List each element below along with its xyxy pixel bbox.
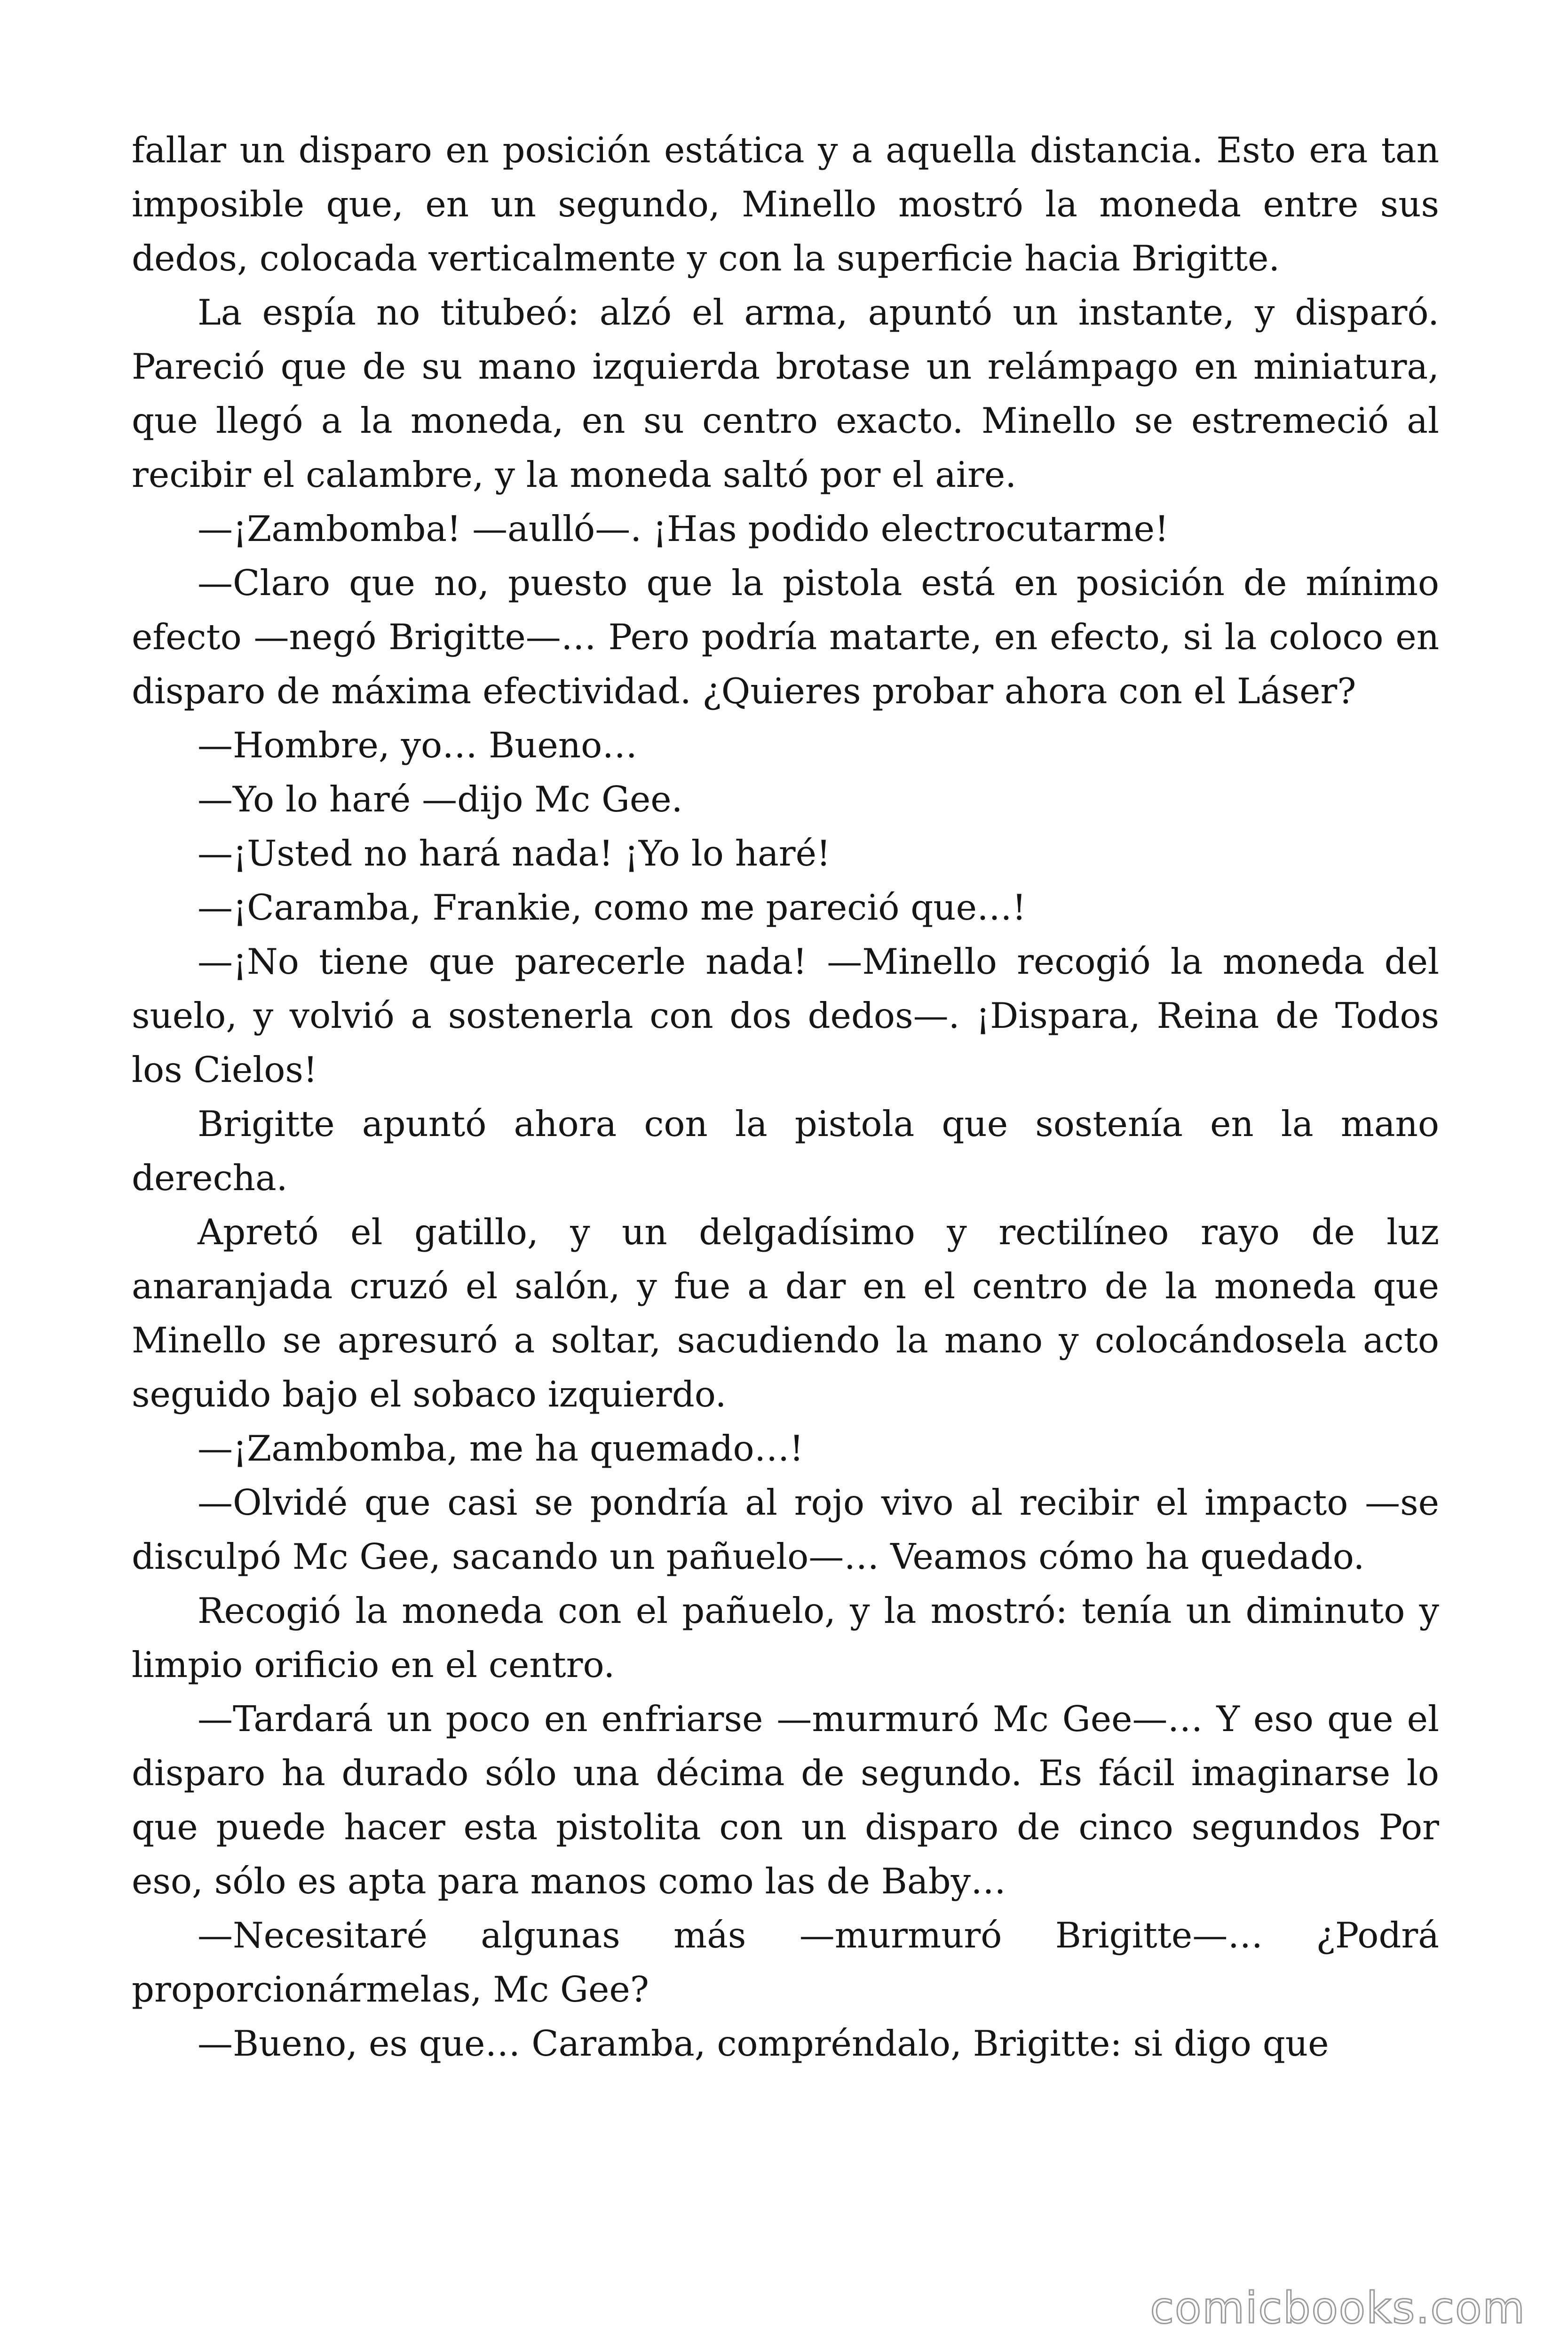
- paragraph: —Hombre, yo… Bueno…: [198, 724, 638, 766]
- paragraph: —¡Zambomba! —aulló—. ¡Has podido electrocutarme!: [198, 508, 1169, 549]
- paragraph: —¡Zambomba, me ha quemado…!: [198, 1428, 804, 1469]
- paragraph: —Necesitaré algunas más —murmuró Brigitte—… ¿Podrá proporcionármelas, Mc Gee?: [132, 1915, 1439, 2010]
- paragraph: —¡No tiene que parecerle nada! —Minello recogió la moneda del suelo, y volvió a sostenerla con dos dedos—. ¡Dispara, Reina de Todos los Cielos!: [132, 941, 1439, 1090]
- paragraph: —¡Usted no hará nada! ¡Yo lo haré!: [198, 833, 831, 874]
- paragraph: —Claro que no, puesto que la pistola está en posición de mínimo efecto —negó Brigitte—… Pero podría matarte, en efecto, si la coloco en disparo de máxima efectividad. ¿Quieres probar ahora con el Láser?: [132, 562, 1439, 712]
- paragraph: —Tardará un poco en enfriarse —murmuró Mc Gee—… Y eso que el disparo ha durado sólo una décima de segundo. Es fácil imaginarse lo que puede hacer esta pistolita con un disparo de cinco segundos Por eso, sólo es apta para manos como las de Baby…: [132, 1698, 1439, 1902]
- paragraph: —Olvidé que casi se pondría al rojo vivo al recibir el impacto —se disculpó Mc Gee, sacando un pañuelo—… Veamos cómo ha quedado.: [132, 1482, 1439, 1577]
- paragraph: Recogió la moneda con el pañuelo, y la mostró: tenía un diminuto y limpio orificio en el centro.: [132, 1590, 1439, 1685]
- paragraph: fallar un disparo en posición estática y a aquella distancia. Esto era tan imposible que, en un segundo, Minello mostró la moneda entre sus dedos, colocada verticalmente y con la superficie hacia Brigitte.: [132, 129, 1439, 279]
- paragraph: —Yo lo haré —dijo Mc Gee.: [198, 779, 683, 820]
- paragraph: La espía no titubeó: alzó el arma, apuntó un instante, y disparó. Pareció que de su mano izquierda brotase un relámpago en miniatura, que llegó a la moneda, en su centro exacto. Minello se estremeció al recibir el calambre, y la moneda saltó por el aire.: [132, 292, 1439, 495]
- paragraph: —¡Caramba, Frankie, como me pareció que…!: [198, 887, 1027, 928]
- paragraph: Brigitte apuntó ahora con la pistola que sostenía en la mano derecha.: [132, 1103, 1439, 1199]
- page-text: [132, 123, 1439, 2071]
- paragraph: —Bueno, es que… Caramba, compréndalo, Brigitte: si digo que: [198, 2023, 1329, 2064]
- paragraph: Apretó el gatillo, y un delgadísimo y rectilíneo rayo de luz anaranjada cruzó el salón, y fue a dar en el centro de la moneda que Minello se apresuró a soltar, sacudiendo la mano y colocándosela acto seguido bajo el sobaco izquierdo.: [132, 1211, 1439, 1415]
- watermark: comicbooks.com: [1150, 2283, 1526, 2333]
